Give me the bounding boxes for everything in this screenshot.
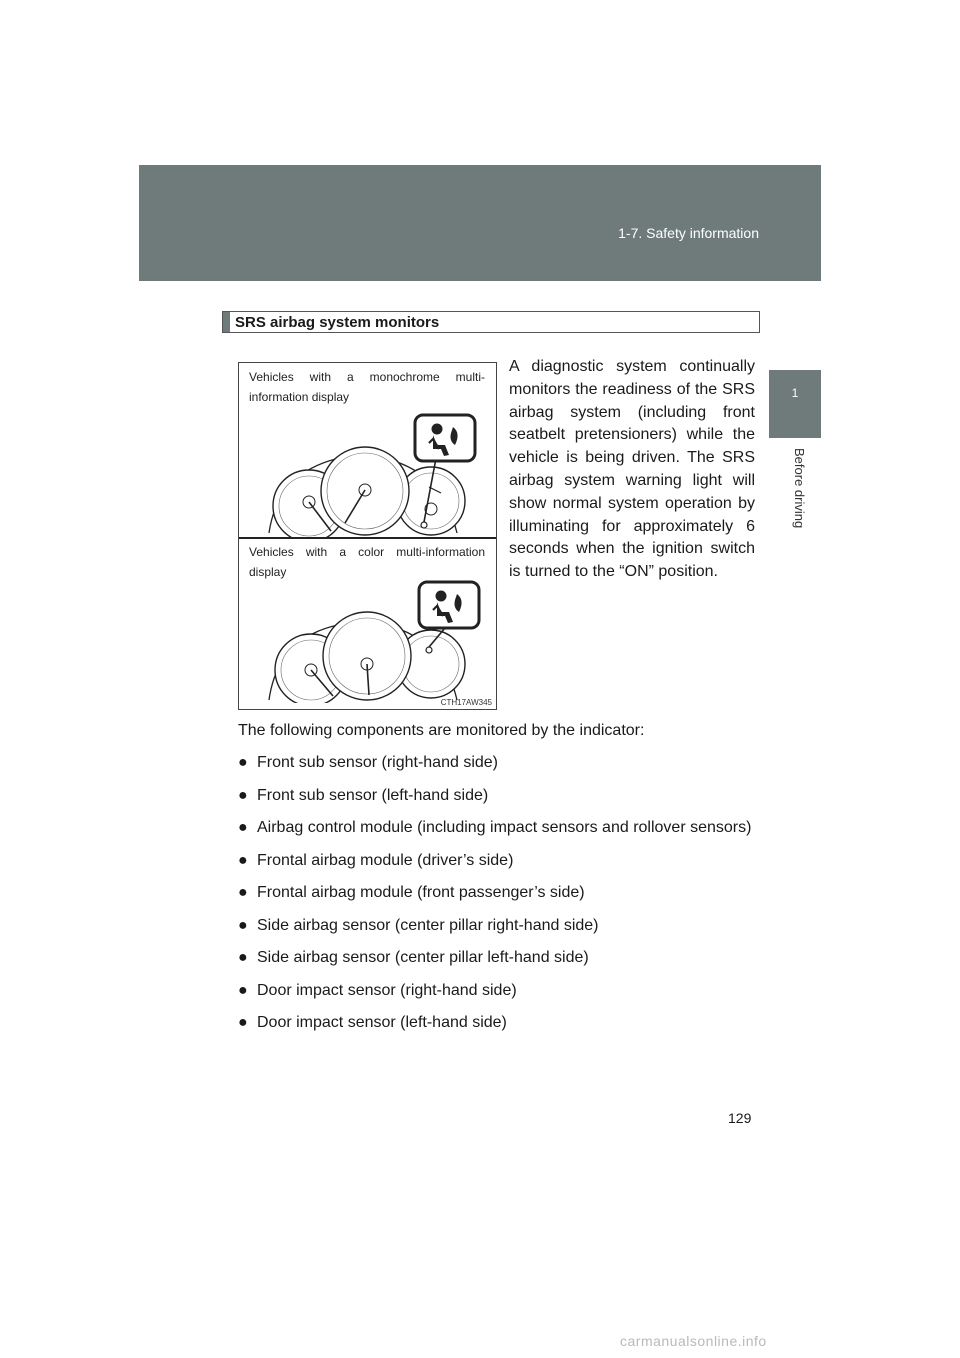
cluster-illustration-monochrome xyxy=(239,403,496,537)
list-item: ● Door impact sensor (left-hand side) xyxy=(238,1012,758,1034)
bullet-icon: ● xyxy=(238,949,248,966)
list-item: ● Side airbag sensor (center pillar left-hand side) xyxy=(238,947,758,969)
bullet-icon: ● xyxy=(238,851,248,869)
list-item: ● Front sub sensor (right-hand side) xyxy=(238,752,758,774)
diagnostic-paragraph: A diagnostic system continually monitors the readiness of the SRS airbag system (including front seatbelt pretensioners) while the vehicle is being driven. The SRS airbag system warning light will show normal system operation by illuminating for approximately 6 seconds when the ignition switch is turned to the “ON” position. xyxy=(509,358,755,581)
list-item: ● Front sub sensor (left-hand side) xyxy=(238,785,758,807)
bullet-icon: ● xyxy=(238,916,248,934)
list-item: ● Door impact sensor (right-hand side) xyxy=(238,980,758,1002)
bullet-icon: ● xyxy=(238,981,248,999)
bullet-icon: ● xyxy=(238,1014,248,1031)
instrument-cluster-figure xyxy=(238,362,497,710)
figure-caption-monochrome: Vehicles with a monochrome multi-information display xyxy=(249,370,485,404)
section-heading xyxy=(222,311,760,333)
chapter-tab-label: Before driving xyxy=(792,448,807,529)
figure-code: CTH17AW345 xyxy=(440,698,492,707)
list-item: ● Frontal airbag module (front passenger’s side) xyxy=(238,882,758,904)
figure-divider xyxy=(239,537,496,539)
watermark: carmanualsonline.info xyxy=(620,1333,767,1349)
components-intro: The following components are monitored by the indicator: xyxy=(238,722,645,739)
monitored-components-list xyxy=(238,752,758,1045)
bullet-icon: ● xyxy=(238,754,248,771)
section-breadcrumb: 1-7. Safety information xyxy=(618,225,759,241)
bullet-icon: ● xyxy=(238,884,248,901)
list-item: ● Side airbag sensor (center pillar right-hand side) xyxy=(238,915,758,937)
warning-light-indicator xyxy=(421,522,427,528)
cluster-illustration-color xyxy=(239,578,496,703)
section-heading-text: SRS airbag system monitors xyxy=(235,314,440,331)
chapter-tab-number: 1 xyxy=(769,370,821,438)
page-number: 129 xyxy=(728,1110,752,1126)
center-gauge xyxy=(323,612,411,700)
bullet-icon: ● xyxy=(238,786,248,804)
list-item: ● Airbag control module (including impact sensors and rollover sensors) xyxy=(238,817,758,839)
heading-accent-bar xyxy=(223,312,230,332)
warning-light-indicator xyxy=(426,647,432,653)
bullet-icon: ● xyxy=(238,819,248,836)
figure-caption-color: Vehicles with a color multi-information display xyxy=(249,545,485,579)
header-band xyxy=(139,165,821,281)
list-item: ● Frontal airbag module (driver’s side) xyxy=(238,850,758,872)
